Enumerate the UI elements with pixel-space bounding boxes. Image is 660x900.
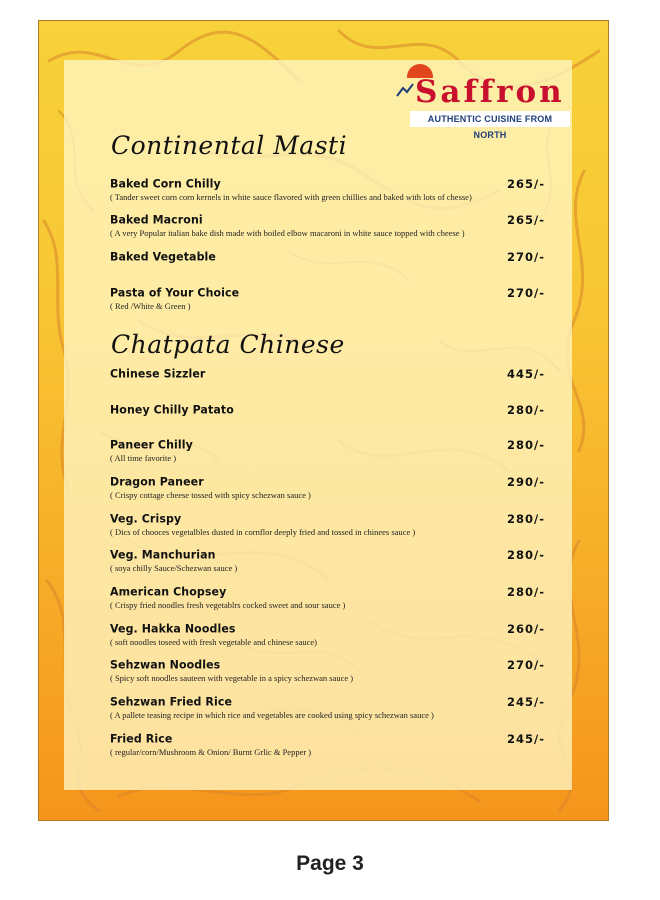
item-description: ( Dics of chooces vegetalbles dusted in cornflor deeply fried and tossed in chinees sauce ) (110, 527, 416, 537)
item-description: ( regular/corn/Mushroom & Onion/ Burnt Grlic & Pepper ) (110, 747, 312, 757)
item-name: Honey Chilly Patato (110, 402, 234, 417)
section-title-chinese: Chatpata Chinese (111, 330, 345, 359)
item-price: 270/- (507, 250, 545, 264)
page-number-label: Page 3 (296, 852, 364, 875)
item-price: 260/- (507, 622, 545, 636)
brand-tagline: AUTHENTIC CUISINE FROM NORTH (410, 111, 570, 127)
menu-item (110, 622, 550, 647)
menu-item (110, 475, 550, 500)
item-description: ( Tander sweet corn corn kernels in white sauce flavored with green chillies and baked with lots of chesse) (110, 192, 472, 202)
menu-item (110, 658, 550, 683)
item-name: Veg. Hakka Noodles (110, 621, 236, 636)
item-name: Veg. Crispy (110, 511, 182, 526)
item-price: 270/- (507, 286, 545, 300)
brand-name: Saffron (415, 74, 565, 110)
swoosh-icon (395, 78, 415, 100)
menu-item (110, 250, 550, 263)
item-price: 245/- (507, 695, 545, 709)
menu-item (110, 177, 550, 202)
menu-item (110, 695, 550, 720)
item-name: Pasta of Your Choice (110, 285, 240, 300)
menu-item (110, 213, 550, 238)
item-description: ( A pallete teasing recipe in which rice and vegetables are cooked using spicy schezwan sauce ) (110, 710, 434, 720)
item-price: 280/- (507, 585, 545, 599)
item-price: 245/- (507, 732, 545, 746)
item-name: Fried Rice (110, 731, 173, 746)
item-name: Paneer Chilly (110, 437, 193, 452)
menu-item (110, 585, 550, 610)
item-price: 265/- (507, 213, 545, 227)
item-price: 280/- (507, 403, 545, 417)
item-description: ( Crispy fried noodles fresh vegetablrs cocked sweet and sour sauce ) (110, 600, 346, 610)
item-description: ( All time favorite ) (110, 453, 177, 463)
item-price: 290/- (507, 475, 545, 489)
saffron-logo (395, 64, 573, 140)
item-name: Chinese Sizzler (110, 366, 206, 381)
item-name: Baked Macroni (110, 212, 203, 227)
item-description: ( soft noodles toseed with fresh vegetable and chinese sauce) (110, 637, 317, 647)
item-name: Veg. Manchurian (110, 547, 216, 562)
section-title-continental: Continental Masti (111, 131, 348, 160)
menu-item (110, 732, 550, 757)
item-name: Baked Vegetable (110, 249, 216, 264)
item-price: 270/- (507, 658, 545, 672)
item-price: 445/- (507, 367, 545, 381)
menu-item (110, 286, 550, 311)
menu-item (110, 548, 550, 573)
item-description: ( Spicy soft noodles sauteen with vegetable in a spicy schezwan sauce ) (110, 673, 354, 683)
item-name: American Chopsey (110, 584, 227, 599)
item-name: Sehzwan Fried Rice (110, 694, 233, 709)
menu-item (110, 512, 550, 537)
item-name: Dragon Paneer (110, 474, 204, 489)
item-description: ( A very Popular italian bake dish made with boiled elbow macaroni in white sauce topped with cheese ) (110, 228, 465, 238)
item-name: Baked Corn Chilly (110, 176, 221, 191)
menu-item (110, 367, 550, 380)
item-description: ( soya chilly Sauce/Schezwan sauce ) (110, 563, 238, 573)
item-price: 280/- (507, 512, 545, 526)
item-description: ( Crispy cottage cheese tossed with spicy schezwan sauce ) (110, 490, 311, 500)
item-price: 280/- (507, 548, 545, 562)
item-description: ( Red /White & Green ) (110, 301, 191, 311)
item-price: 280/- (507, 438, 545, 452)
item-name: Sehzwan Noodles (110, 657, 221, 672)
item-price: 265/- (507, 177, 545, 191)
menu-item (110, 438, 550, 463)
menu-item (110, 403, 550, 416)
